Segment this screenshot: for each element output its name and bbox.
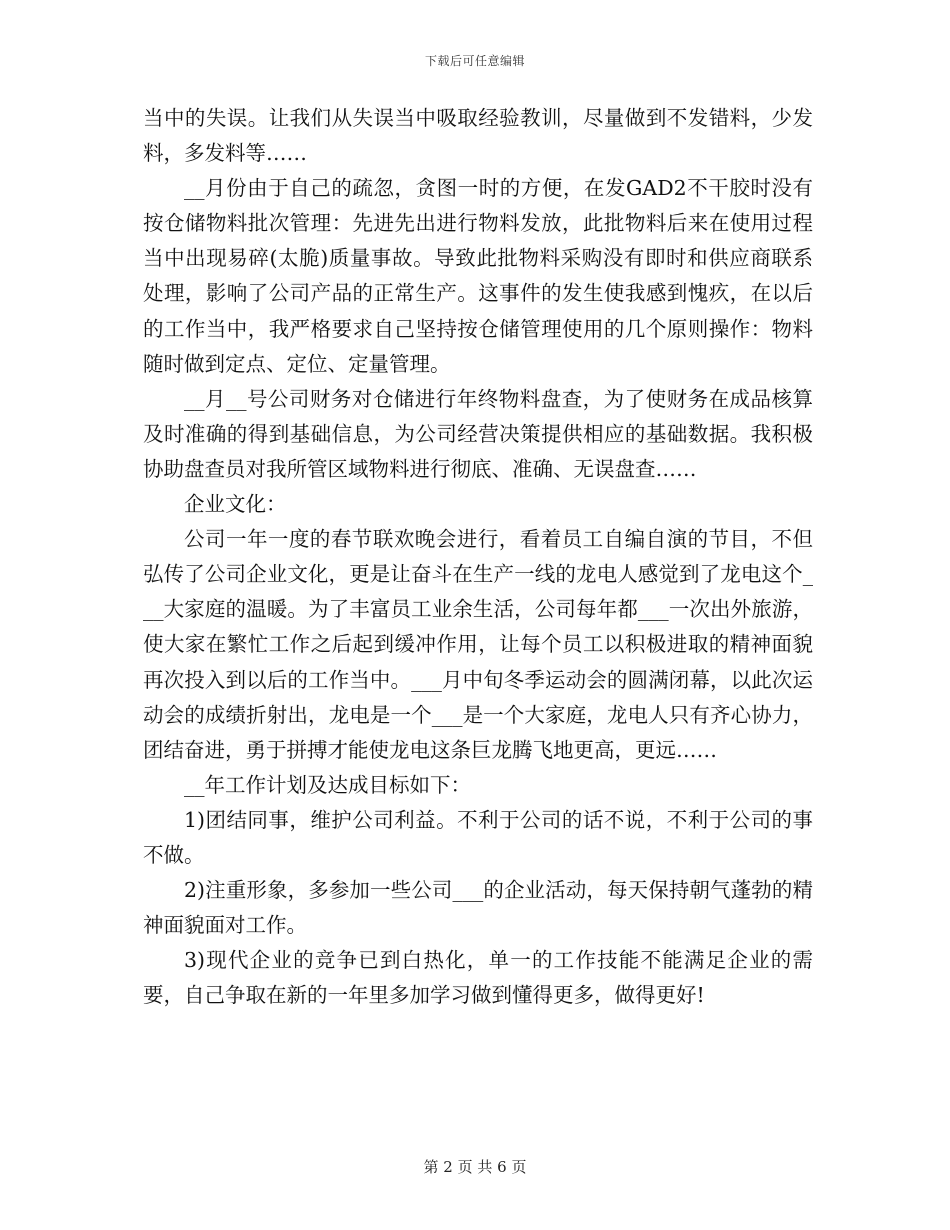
- list-item-3: 3)现代企业的竞争已到白热化，单一的工作技能不能满足企业的需要，自己争取在新的一年里多加学习做到懂得更多，做得更好!: [143, 948, 813, 1008]
- list-item-2: 2)注重形象，多参加一些公司___的企业活动，每天保持朝气蓬勃的精神面貌面对工作。: [143, 878, 813, 938]
- document-body: [143, 101, 813, 1013]
- paragraph-1: 当中的失误。让我们从失误当中吸取经验教训，尽量做到不发错料，少发料，多发料等……: [143, 106, 813, 166]
- paragraph-2: __月份由于自己的疏忽，贪图一时的方便，在发GAD2不干胶时没有按仓储物料批次管理：先进先出进行物料发放，此批物料后来在使用过程当中出现易碎(太脆)质量事故。导致此批物料采购没有即时和供应商联系处理，影响了公司产品的正常生产。这事件的发生使我感到愧疚，在以后的工作当中，我严格要求自己坚持按仓储管理使用的几个原则操作：物料随时做到定点、定位、定量管理。: [143, 176, 813, 376]
- page-header: 下载后可任意编辑: [424, 54, 525, 68]
- list-item-1: 1)团结同事，维护公司利益。不利于公司的话不说，不利于公司的事不做。: [143, 807, 813, 867]
- paragraph-3: __月__号公司财务对仓储进行年终物料盘查，为了使财务在成品核算及时准确的得到基础信息，为公司经营决策提供相应的基础数据。我积极协助盘查员对我所管区域物料进行彻底、准确、无误盘查……: [143, 386, 813, 481]
- paragraph-5: 公司一年一度的春节联欢晚会进行，看着员工自编自演的节目，不但弘传了公司企业文化，更是让奋斗在生产一线的龙电人感觉到了龙电这个___大家庭的温暖。为了丰富员工业余生活，公司每年都___一次出外旅游，使大家在繁忙工作之后起到缓冲作用，让每个员工以积极进取的精神面貌再次投入到以后的工作当中。___月中旬冬季运动会的圆满闭幕，以此次运动会的成绩折射出，龙电是一个___是一个大家庭，龙电人只有齐心协力，团结奋进，勇于拼搏才能使龙电这条巨龙腾飞地更高，更远……: [143, 527, 813, 762]
- page-footer: 第 2 页 共 6 页: [423, 1158, 527, 1176]
- section-heading-work-plan: __年工作计划及达成目标如下：: [184, 772, 471, 797]
- section-heading-corporate-culture: 企业文化：: [184, 492, 287, 517]
